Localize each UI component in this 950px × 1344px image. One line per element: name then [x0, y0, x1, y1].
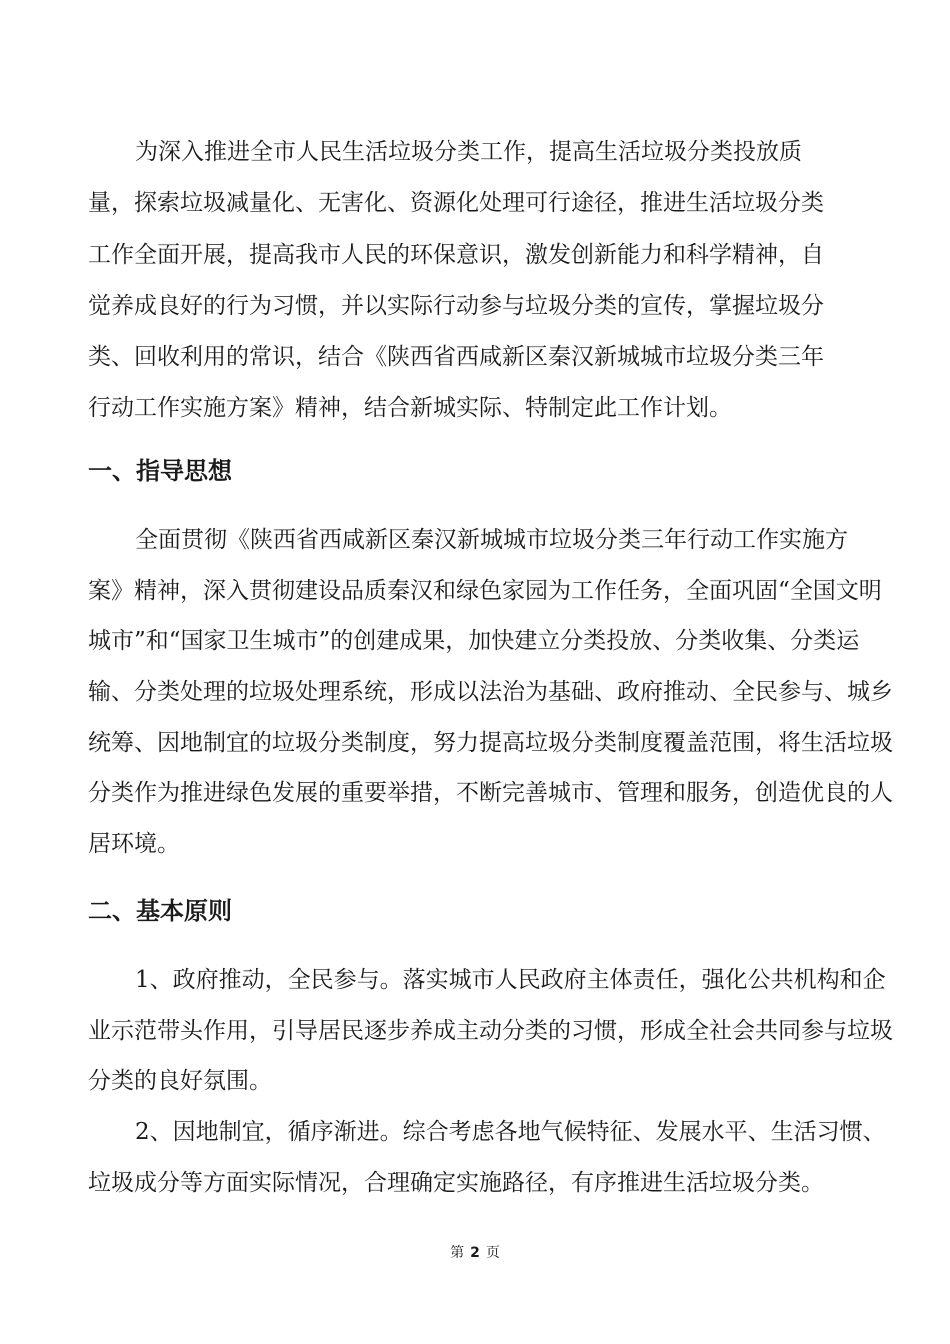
text-line: 垃圾成分等方面实际情况，合理确定实施路径，有序推进生活垃圾分类。 [88, 1169, 824, 1196]
text-line: 工作全面开展，提高我市人民的环保意识，激发创新能力和科学精神，自 [88, 241, 824, 268]
text-line: 分类作为推进绿色发展的重要举措，不断完善城市、管理和服务，创造优良的人 [88, 780, 893, 807]
intro-paragraph [88, 130, 824, 438]
text-line: 城市”和“国家卫生城市”的创建成果，加快建立分类投放、分类收集、分类运 [88, 628, 860, 655]
text-line: 输、分类处理的垃圾处理系统，形成以法治为基础、政府推动、全民参与、城乡 [88, 679, 893, 706]
text-line: 全面贯彻《陕西省西咸新区秦汉新城城市垃圾分类三年行动工作实施方 [135, 527, 848, 553]
section-heading-basic-principles: 二、基本原则 [88, 897, 232, 925]
text-line: 案》精神，深入贯彻建设品质秦汉和绿色家园为工作任务，全面巩固“全国文明 [88, 577, 882, 604]
page-label-suffix: 页 [485, 1245, 500, 1261]
page-label-prefix: 第 [450, 1245, 465, 1261]
text-line: 觉养成良好的行为习惯，并以实际行动参与垃圾分类的宣传，掌握垃圾分 [88, 292, 824, 319]
section-heading-guiding-ideology: 一、指导思想 [88, 457, 232, 485]
page-number: 2 [470, 1245, 480, 1261]
text-line: 量，探索垃圾减量化、无害化、资源化处理可行途径，推进生活垃圾分类 [88, 190, 824, 217]
text-line: 居环境。 [88, 831, 180, 858]
text-line: 为深入推进全市人民生活垃圾分类工作，提高生活垃圾分类投放质 [135, 139, 802, 165]
principle-item-1 [88, 958, 893, 1110]
guiding-ideology-paragraph [88, 518, 893, 873]
text-line: 2、因地制宜，循序渐进。综合考虑各地气候特征、发展水平、生活习惯、 [135, 1119, 886, 1145]
page-footer [0, 1243, 950, 1263]
principle-item-2 [88, 1110, 886, 1211]
text-line: 分类的良好氛围。 [88, 1068, 272, 1095]
text-line: 1、政府推动，全民参与。落实城市人民政府主体责任，强化公共机构和企 [135, 967, 886, 993]
text-line: 行动工作实施方案》精神，结合新城实际、特制定此工作计划。 [88, 395, 732, 422]
text-line: 统筹、因地制宜的垃圾分类制度，努力提高垃圾分类制度覆盖范围，将生活垃圾 [88, 729, 893, 756]
text-line: 类、回收利用的常识，结合《陕西省西咸新区秦汉新城城市垃圾分类三年 [88, 344, 824, 371]
text-line: 业示范带头作用，引导居民逐步养成主动分类的习惯，形成全社会共同参与垃圾 [88, 1017, 893, 1044]
